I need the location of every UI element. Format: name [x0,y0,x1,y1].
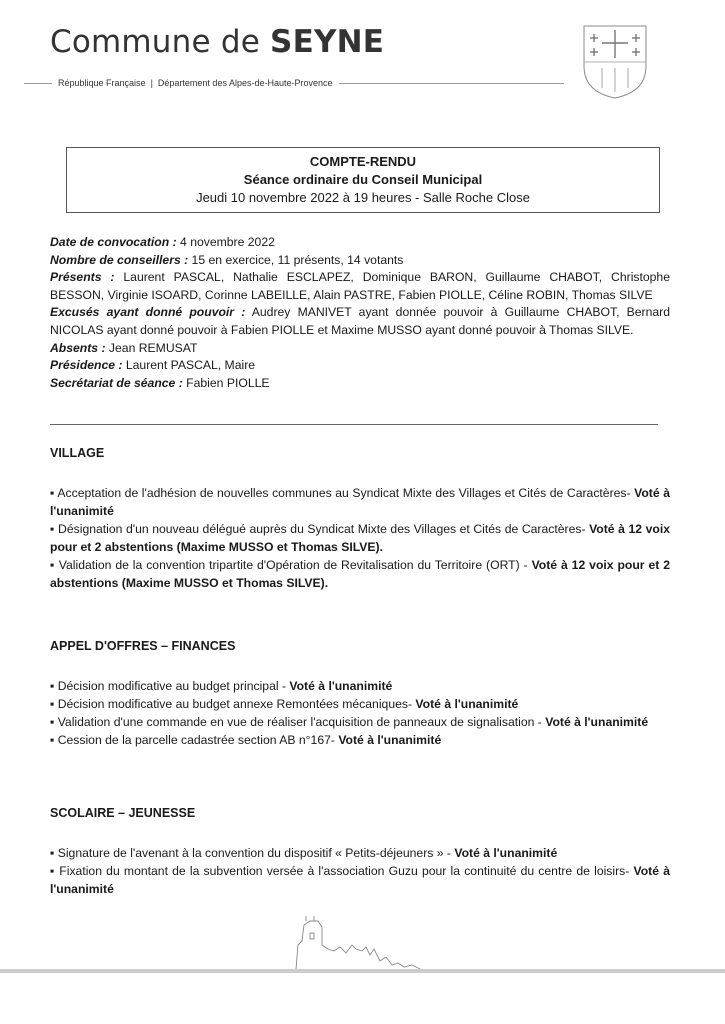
item-text: ▪ Décision modificative au budget annexe Remontées mécaniques- [50,697,416,711]
header-rule-left [24,83,52,84]
convocation-label: Date de convocation : [50,235,177,249]
report-title-box [66,147,660,213]
presidence-row [50,357,670,375]
section-title: VILLAGE [50,446,105,460]
list-item [50,556,670,592]
list-item [50,677,670,695]
presidence-value: Laurent PASCAL, Maire [122,358,256,373]
list-item [50,844,670,862]
item-text: ▪ Validation de la convention tripartite d'Opération de Revitalisation du Territoire (ORT) - [50,558,532,572]
section-divider [50,424,658,425]
vote-result: Voté à l'unanimité [545,715,649,729]
vote-result: Voté à l'unanimité [338,733,442,747]
session-type: Séance ordinaire du Conseil Municipal [243,172,483,187]
conseillers-value: 15 en exercice, 11 présents, 14 votants [188,252,404,267]
presidence-label: Présidence : [50,358,123,373]
absents-row [50,340,670,358]
vote-result: Voté à l'unanimité [50,864,670,896]
vote-result: Voté à 12 voix pour et 2 abstentions (Maxime MUSSO et Thomas SILVE). [50,522,670,554]
list-item [50,520,670,556]
item-text: ▪ Signature de l'avenant à la convention du dispositif « Petits-déjeuners » - [50,846,455,860]
vote-result: Voté à l'unanimité [454,846,558,860]
presents-row [50,269,670,304]
excuses-label: Excusés ayant donné pouvoir : [50,305,246,320]
vote-result: Voté à l'unanimité [289,679,393,693]
item-text: ▪ Acceptation de l'adhésion de nouvelles communes au Syndicat Mixte des Villages et Cités de Caractères- [50,486,635,500]
section-finances [50,637,670,749]
vote-result: Voté à l'unanimité [415,697,519,711]
report-heading: COMPTE-RENDU [309,154,417,169]
village-sketch-icon [0,905,725,985]
coat-of-arms-icon [580,22,650,100]
item-text: ▪ Validation d'une commande en vue de réaliser l'acquisition de panneaux de signalisation - [50,715,546,729]
presents-label: Présents : [50,270,115,285]
absents-label: Absents : [50,340,106,355]
vote-result: Voté à 12 voix pour et 2 abstentions (Maxime MUSSO et Thomas SILVE). [50,558,671,590]
excuses-value: Audrey MANIVET ayant donnée pouvoir à Guillaume CHABOT, Bernard NICOLAS ayant donné pouvoir à Fabien PIOLLE et Maxime MUSSO ayant donné pouvoir à Thomas SILVE. [50,305,670,337]
secretariat-row [50,375,670,393]
section-title: APPEL D'OFFRES – FINANCES [50,639,236,653]
convocation-row [50,234,670,252]
page-title [50,24,384,60]
vote-result: Voté à l'unanimité [50,486,670,518]
header-subline [24,78,564,88]
list-item [50,484,670,520]
presents-value: Laurent PASCAL, Nathalie ESCLAPEZ, Dominique BARON, Guillaume CHABOT, Christophe BESSON, Virginie ISOARD, Corinne LABEILLE, Alain PASTRE, Fabien PIOLLE, Céline ROBIN, Thomas SILVE [50,270,670,302]
item-text: ▪ Décision modificative au budget principal - [50,679,290,693]
conseillers-label: Nombre de conseillers : [50,252,189,267]
section-village [50,444,670,592]
header-separator: | [150,78,153,88]
secretariat-value: Fabien PIOLLE [182,375,270,390]
convocation-value: 4 novembre 2022 [176,235,275,249]
list-item [50,713,670,731]
republic-label: République Française [58,78,146,88]
absents-value: Jean REMUSAT [105,340,198,355]
title-commune-name: SEYNE [270,24,385,60]
title-prefix: Commune de [50,24,271,60]
section-scolaire [50,804,670,898]
session-date-place: Jeudi 10 novembre 2022 à 19 heures - Salle Roche Close [196,190,530,205]
list-item [50,695,670,713]
section-title: SCOLAIRE – JEUNESSE [50,806,196,820]
department-label: Département des Alpes-de-Haute-Provence [157,78,333,88]
item-text: ▪ Désignation d'un nouveau délégué auprès du Syndicat Mixte des Villages et Cités de Caractères- [50,522,590,536]
secretariat-label: Secrétariat de séance : [50,375,183,390]
list-item [50,731,670,749]
excuses-row [50,304,670,339]
header-rule-right [339,83,564,84]
meeting-details [50,234,670,392]
item-text: ▪ Fixation du montant de la subvention versée à l'association Guzu pour la continuité du centre de loisirs- [50,864,634,878]
item-text: ▪ Cession de la parcelle cadastrée section AB n°167- [50,733,339,747]
conseillers-row [50,252,670,270]
list-item [50,862,670,898]
